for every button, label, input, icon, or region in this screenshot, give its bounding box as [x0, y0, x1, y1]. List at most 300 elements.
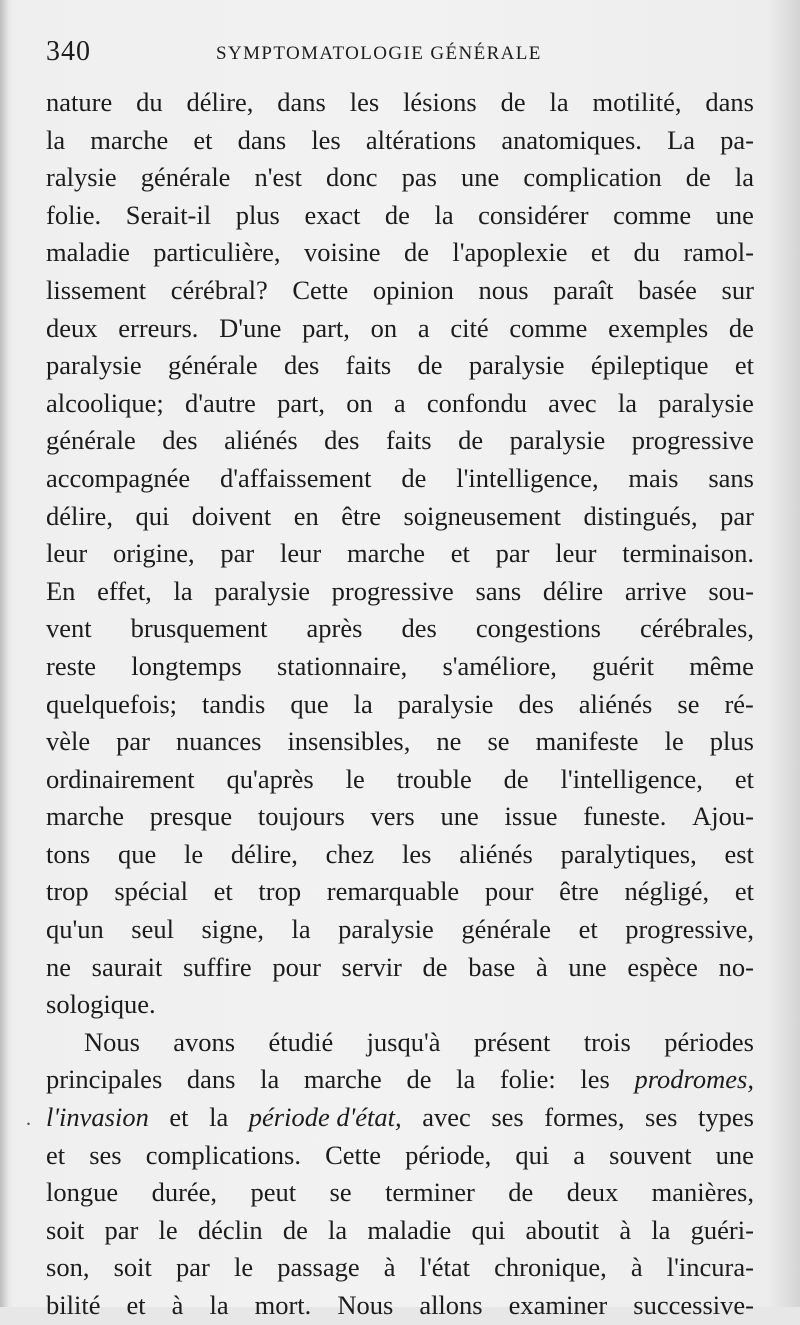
word: aliénés — [224, 425, 298, 456]
word: sur — [721, 274, 754, 305]
word: maladie — [46, 237, 130, 268]
word: exemples — [608, 312, 709, 343]
word: période d'état, — [248, 1102, 402, 1133]
word: qui — [135, 500, 170, 531]
word: Serait-il — [125, 199, 212, 230]
word: nous — [478, 274, 529, 305]
word: Cette — [292, 274, 349, 305]
word: de — [406, 1064, 432, 1095]
word: le — [664, 726, 684, 757]
text-line — [46, 1249, 754, 1287]
word: et — [46, 1139, 66, 1170]
word: ramol- — [683, 237, 754, 268]
word: peut — [250, 1177, 297, 1208]
word: de — [458, 425, 484, 456]
word: une — [715, 199, 754, 230]
word: délire — [542, 575, 604, 606]
text-line — [46, 385, 754, 423]
word: et — [734, 350, 754, 381]
word: générale — [46, 425, 136, 456]
text-line — [46, 1099, 754, 1137]
word: tons — [46, 838, 91, 869]
word: la — [651, 1214, 671, 1245]
word: son, — [46, 1252, 90, 1283]
word: sans — [708, 462, 754, 493]
word: de — [417, 350, 443, 381]
word: la — [46, 124, 66, 155]
word: Ajou- — [692, 801, 754, 832]
word: dans — [237, 124, 287, 155]
text-line — [46, 723, 754, 761]
word: souvent — [609, 1139, 692, 1170]
word: à — [383, 1252, 396, 1283]
word: des — [162, 425, 198, 456]
word: on — [370, 312, 398, 343]
running-head: SYMPTOMATOLOGIE GÉNÉRALE — [216, 43, 542, 64]
word: trop — [46, 876, 89, 907]
word: seul — [131, 914, 174, 945]
word: considérer — [478, 199, 589, 230]
word: des — [284, 350, 320, 381]
word: la — [291, 914, 311, 945]
word: toujours — [257, 801, 345, 832]
word: et — [734, 763, 754, 794]
word: être — [559, 876, 599, 907]
word: terminer — [385, 1177, 475, 1208]
word: trouble — [396, 763, 472, 794]
word: folie: — [499, 1064, 556, 1095]
word: et — [213, 876, 233, 907]
word: d'affaissement — [220, 462, 372, 493]
word: La — [667, 124, 696, 155]
word: générale — [140, 162, 231, 193]
word: paralysie — [468, 350, 565, 381]
word: marche — [90, 124, 169, 155]
word: paralysie — [397, 688, 494, 719]
word: trois — [583, 1026, 631, 1057]
word: pour — [272, 951, 321, 982]
word: motilité, — [592, 87, 682, 117]
word: les — [349, 87, 380, 117]
word: avec — [548, 387, 597, 418]
word: insensibles, — [287, 726, 411, 757]
word: l'invasion — [46, 1102, 149, 1133]
word: nuances — [176, 726, 262, 757]
word: quelquefois; — [46, 688, 177, 719]
word: de — [503, 763, 529, 794]
word: plus — [235, 199, 280, 230]
word: une — [440, 801, 479, 832]
word: n'est — [254, 162, 302, 193]
word: prodromes, — [634, 1064, 754, 1095]
word: nature — [46, 87, 113, 117]
word: la — [328, 1214, 348, 1245]
word: ses — [89, 1139, 122, 1170]
word: examiner — [508, 1290, 608, 1320]
word: a — [573, 1139, 586, 1170]
word: particulière, — [153, 237, 281, 268]
word: brusquement — [130, 613, 268, 644]
word: part, — [302, 312, 350, 343]
word: folie. — [46, 199, 102, 230]
word: pas — [401, 162, 437, 193]
text-line — [46, 1024, 754, 1062]
word: jusqu'à — [366, 1026, 441, 1057]
word: progressive — [631, 425, 754, 456]
word: après — [306, 613, 363, 644]
word: comme — [613, 199, 692, 230]
word: faits — [385, 425, 432, 456]
word: et — [590, 237, 611, 268]
word: les — [580, 1064, 610, 1095]
word: donc — [326, 162, 378, 193]
word: manières, — [651, 1177, 754, 1208]
word: base — [468, 951, 516, 982]
word: l'état — [419, 1252, 471, 1283]
word: de — [401, 462, 427, 493]
word: période, — [405, 1139, 492, 1170]
word: se — [487, 726, 510, 757]
word: Cette — [325, 1139, 382, 1170]
word: ralysie — [46, 162, 117, 193]
word: dans — [705, 87, 754, 117]
word: chronique, — [494, 1252, 607, 1283]
word: d'autre — [184, 387, 256, 418]
word: déclin — [197, 1214, 263, 1245]
word: que — [290, 688, 329, 719]
word: la — [260, 1064, 280, 1095]
text-line — [46, 197, 754, 235]
word: ordinairement — [46, 763, 195, 794]
word: épileptique — [590, 350, 709, 381]
word: de — [728, 312, 754, 343]
word: exact — [304, 199, 361, 230]
word: de — [282, 1214, 308, 1245]
word: paralysie — [338, 914, 434, 945]
word: passage — [277, 1252, 360, 1283]
word: paraît — [553, 274, 614, 305]
text-line — [46, 1137, 754, 1175]
word: les — [311, 124, 341, 155]
word: par — [720, 500, 754, 531]
word: complications. — [145, 1139, 301, 1170]
word: et — [450, 538, 470, 569]
word: no- — [718, 951, 754, 982]
text-line — [46, 122, 754, 160]
word: se — [329, 1177, 352, 1208]
word: qu'après — [226, 763, 314, 794]
word: qui — [515, 1139, 550, 1170]
text-line — [46, 159, 754, 197]
word: le — [158, 1214, 178, 1245]
body-text — [46, 84, 754, 1325]
word: une — [568, 951, 607, 982]
word: signe, — [201, 914, 265, 945]
word: maladie — [367, 1214, 452, 1245]
word: délire, — [230, 838, 298, 869]
word: cérébral? — [170, 274, 268, 305]
word: la — [209, 1102, 229, 1133]
word: stationnaire, — [276, 650, 408, 681]
word: ses — [645, 1102, 678, 1133]
word: longue — [46, 1177, 119, 1208]
word: de — [500, 87, 526, 117]
text-line — [46, 911, 754, 949]
text-line — [46, 986, 754, 1024]
word: successive- — [633, 1290, 754, 1320]
text-line — [46, 1174, 754, 1212]
word: plus — [709, 726, 754, 757]
word: une — [461, 162, 500, 193]
word: se — [677, 688, 700, 719]
text-line — [46, 1061, 754, 1099]
word: à — [171, 1290, 184, 1320]
word: opinion — [372, 274, 454, 305]
word: des — [401, 613, 437, 644]
word: allons — [419, 1290, 483, 1320]
word: même — [689, 650, 754, 681]
word: ré- — [724, 688, 754, 719]
word: aliénés — [578, 688, 653, 719]
word: formes, — [544, 1102, 625, 1133]
text-line — [46, 798, 754, 836]
word: que — [117, 838, 157, 869]
word: trop — [258, 876, 302, 907]
word: l'apoplexie — [452, 237, 568, 268]
word: périodes — [664, 1026, 754, 1057]
word: à — [630, 1252, 643, 1283]
word: être — [341, 500, 381, 531]
word: présent — [473, 1026, 551, 1057]
word: par — [495, 538, 530, 569]
word: remarquable — [326, 876, 460, 907]
text-line — [46, 84, 754, 122]
word: soit — [113, 1252, 152, 1283]
word: principales — [46, 1064, 163, 1095]
word: et — [126, 1290, 146, 1320]
word: vèle — [46, 726, 91, 757]
word: Nous — [337, 1290, 394, 1320]
word: la — [434, 199, 454, 230]
word: marche — [347, 538, 425, 569]
word: la — [734, 162, 754, 193]
word: accompagnée — [46, 462, 191, 493]
word: soigneusement — [403, 500, 561, 531]
word: cité — [450, 312, 489, 343]
word: une — [715, 1139, 754, 1170]
word: pour — [484, 876, 534, 907]
page-number: 340 — [46, 36, 91, 67]
word: paralysie — [509, 425, 606, 456]
word: a — [417, 312, 430, 343]
word: la — [173, 575, 193, 606]
text-line — [46, 347, 754, 385]
word: paralysie — [658, 387, 754, 418]
word: aboutit — [525, 1214, 600, 1245]
word: le — [345, 763, 365, 794]
word: par — [104, 1214, 139, 1245]
word: suffire — [182, 951, 252, 982]
text-line — [46, 234, 754, 272]
word: et — [734, 876, 754, 907]
word: presque — [149, 801, 233, 832]
text-line — [46, 686, 754, 724]
word: comme — [509, 312, 588, 343]
word: l'incura- — [666, 1252, 754, 1283]
word: progressive — [331, 575, 454, 606]
word: espèce — [627, 951, 698, 982]
text-line — [46, 836, 754, 874]
word: paralysie — [46, 350, 142, 381]
word: complication — [523, 162, 662, 193]
text-line — [46, 1287, 754, 1325]
text-line — [46, 573, 754, 611]
word: Nous — [84, 1026, 140, 1057]
word: avons — [173, 1026, 236, 1057]
word: origine, — [112, 538, 195, 569]
word: de — [403, 237, 429, 268]
page-gutter-shadow — [0, 0, 8, 1307]
word: qui — [471, 1214, 506, 1245]
word: types — [698, 1102, 754, 1133]
word: tandis — [202, 688, 266, 719]
word: a — [393, 387, 406, 418]
text-line — [46, 610, 754, 648]
text-line — [46, 272, 754, 310]
word: est — [724, 838, 754, 869]
word: paralysie — [214, 575, 310, 606]
word: de — [508, 1177, 534, 1208]
word: vers — [370, 801, 415, 832]
word: du — [633, 237, 660, 268]
word: de — [384, 199, 410, 230]
word: part, — [277, 387, 325, 418]
word: leur — [280, 538, 322, 569]
word: funeste. — [583, 801, 667, 832]
word: saurait — [91, 951, 163, 982]
word: paralytiques, — [560, 838, 697, 869]
text-line — [46, 648, 754, 686]
word: leur — [555, 538, 597, 569]
text-line — [46, 761, 754, 799]
word: En — [46, 575, 76, 606]
word: chez — [325, 838, 375, 869]
page-header — [46, 36, 754, 76]
word: progressive, — [625, 914, 754, 945]
word: ne — [46, 951, 72, 982]
word: anatomiques. — [501, 124, 642, 155]
word: de — [685, 162, 711, 193]
word: mort. — [254, 1290, 312, 1320]
word: marche — [46, 801, 124, 832]
word: bilité — [46, 1290, 101, 1320]
word: s'améliore, — [442, 650, 557, 681]
text-line — [46, 310, 754, 348]
word: durée, — [151, 1177, 218, 1208]
word: la — [549, 87, 569, 117]
word: vent — [46, 613, 92, 644]
word: sologique. — [46, 989, 156, 1020]
word: mais — [628, 462, 679, 493]
word: alcoolique; — [46, 387, 164, 418]
word: doivent — [191, 500, 272, 531]
word: erreurs. — [118, 312, 199, 343]
word: reste — [46, 650, 97, 681]
text-line — [46, 498, 754, 536]
word: la — [209, 1290, 229, 1320]
word: à — [619, 1214, 632, 1245]
word: terminaison. — [622, 538, 754, 569]
word: arrive — [624, 575, 687, 606]
word: l'intelligence, — [456, 462, 599, 493]
text-line — [46, 422, 754, 460]
word: guéri- — [690, 1214, 754, 1245]
word: marche — [303, 1064, 382, 1095]
word: dans — [186, 1064, 236, 1095]
word: lissement — [46, 274, 147, 305]
word: avec — [422, 1102, 471, 1133]
word: de — [422, 951, 448, 982]
word: D'une — [219, 312, 282, 343]
word: qu'un — [46, 914, 104, 945]
word: pa- — [720, 124, 754, 155]
word: dans — [277, 87, 326, 117]
word: la — [456, 1064, 476, 1095]
word: sou- — [708, 575, 754, 606]
text-line — [46, 873, 754, 911]
word: servir — [341, 951, 402, 982]
word: effet, — [97, 575, 152, 606]
word: issue — [504, 801, 558, 832]
word: à — [535, 951, 548, 982]
word: congestions — [475, 613, 601, 644]
word: le — [233, 1252, 254, 1283]
word: manifeste — [535, 726, 639, 757]
word: la — [353, 688, 373, 719]
word: en — [293, 500, 319, 531]
word: ne — [436, 726, 462, 757]
margin-mark: . — [26, 1108, 31, 1130]
word: longtemps — [131, 650, 242, 681]
text-line — [46, 535, 754, 573]
word: étudié — [268, 1026, 334, 1057]
word: voisine — [303, 237, 381, 268]
text-line — [46, 949, 754, 987]
word: négligé, — [624, 876, 710, 907]
word: générale — [461, 914, 552, 945]
text-line — [46, 1212, 754, 1250]
word: délire, — [186, 87, 254, 117]
word: et — [169, 1102, 189, 1133]
word: aliénés — [459, 838, 533, 869]
word: des — [324, 425, 360, 456]
word: soit — [46, 1214, 85, 1245]
word: ses — [491, 1102, 524, 1133]
word: et — [193, 124, 213, 155]
word: on — [346, 387, 373, 418]
word: lésions — [403, 87, 477, 117]
word: leur — [46, 538, 88, 569]
word: guérit — [592, 650, 654, 681]
word: deux — [46, 312, 98, 343]
word: confondu — [426, 387, 527, 418]
word: et — [578, 914, 598, 945]
word: distingués, — [583, 500, 698, 531]
word: deux — [566, 1177, 619, 1208]
word: par — [116, 726, 151, 757]
word: sans — [475, 575, 522, 606]
word: cérébrales, — [639, 613, 754, 644]
